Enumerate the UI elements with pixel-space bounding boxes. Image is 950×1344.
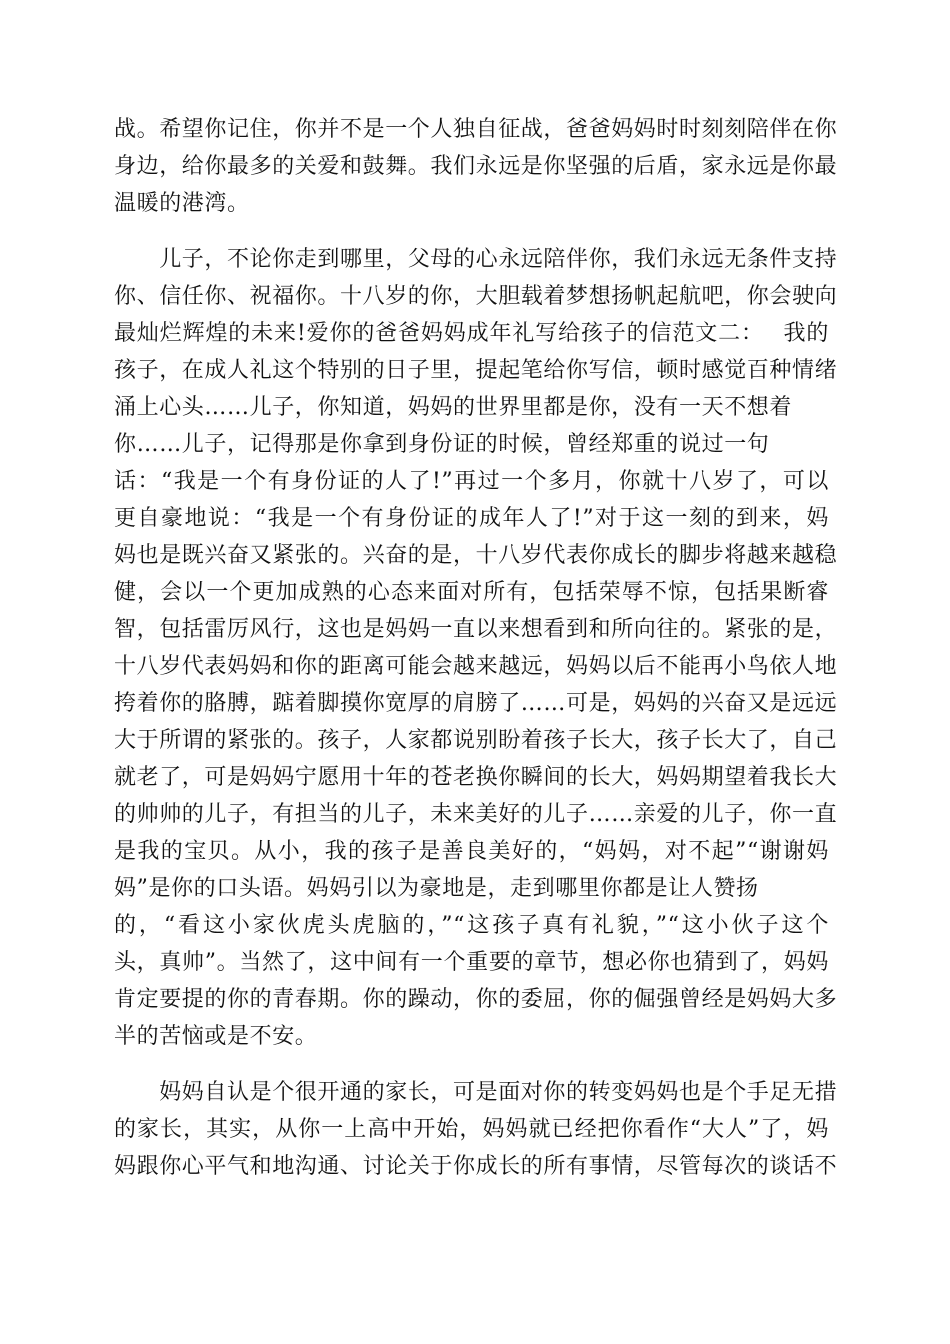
text-line: 妈跟你心平气和地沟通、讨论关于你成长的所有事情，尽管每次的谈话不 <box>114 1154 838 1179</box>
text-line: 的帅帅的儿子，有担当的儿子，未来美好的儿子……亲爱的儿子，你一直 <box>114 802 838 827</box>
text-line: 就老了，可是妈妈宁愿用十年的苍老换你瞬间的长大，妈妈期望着我长大 <box>114 765 838 790</box>
text-line: 十八岁代表妈妈和你的距离可能会越来越远，妈妈以后不能再小鸟依人地 <box>114 654 838 679</box>
text-line: 的家长，其实，从你一上高中开始，妈妈就已经把你看作“大人”了，妈 <box>114 1117 829 1142</box>
text-line: 妈”是你的口头语。妈妈引以为豪地是，走到哪里你都是让人赞扬 <box>114 876 759 901</box>
text-line: 挎着你的胳膊，踮着脚摸你宽厚的肩膀了……可是，妈妈的兴奋又是远远 <box>114 691 838 716</box>
text-line: 大于所谓的紧张的。孩子，人家都说别盼着孩子长大，孩子长大了，自己 <box>114 728 838 753</box>
text-line: 更自豪地说：“我是一个有身份证的成年人了!”对于这一刻的到来，妈 <box>114 506 829 531</box>
text-line: 温暖的港湾。 <box>114 191 250 216</box>
text-line: 话：“我是一个有身份证的人了!”再过一个多月，你就十八岁了，可以 <box>114 469 829 494</box>
text-line: 智，包括雷厉风行，这也是妈妈一直以来想看到和所向往的。紧张的是， <box>114 617 838 642</box>
text-line: 涌上心头……儿子，你知道，妈妈的世界里都是你，没有一天不想着 <box>114 395 793 420</box>
text-line: 的，“看这小家伙虎头虎脑的，”“这孩子真有礼貌，”“这小伙子这个 <box>114 913 829 938</box>
text-line: 健，会以一个更加成熟的心态来面对所有，包括荣辱不惊，包括果断睿 <box>114 580 829 605</box>
text-line: 半的苦恼或是不安。 <box>114 1024 318 1049</box>
text-line: 肯定要提的你的青春期。你的躁动，你的委屈，你的倔强曾经是妈妈大多 <box>114 987 838 1012</box>
text-line: 孩子，在成人礼这个特别的日子里，提起笔给你写信，顿时感觉百种情绪 <box>114 358 838 383</box>
text-line: 妈也是既兴奋又紧张的。兴奋的是，十八岁代表你成长的脚步将越来越稳 <box>114 543 838 568</box>
text-line: 最灿烂辉煌的未来!爱你的爸爸妈妈成年礼写给孩子的信范文二： 我的 <box>114 321 829 346</box>
text-line: 妈妈自认是个很开通的家长，可是面对你的转变妈妈也是个手足无措 <box>114 1080 838 1105</box>
text-line: 你……儿子，记得那是你拿到身份证的时候，曾经郑重的说过一句 <box>114 432 770 457</box>
text-line: 身边，给你最多的关爱和鼓舞。我们永远是你坚强的后盾，家永远是你最 <box>114 154 838 179</box>
text-line: 战。希望你记住，你并不是一个人独自征战，爸爸妈妈时时刻刻陪伴在你 <box>114 117 838 142</box>
text-line: 头，真帅”。当然了，这中间有一个重要的章节，想必你也猜到了，妈妈 <box>114 950 829 975</box>
text-line: 儿子，不论你走到哪里，父母的心永远陪伴你，我们永远无条件支持 <box>114 247 838 272</box>
text-line: 是我的宝贝。从小，我的孩子是善良美好的，“妈妈，对不起”“谢谢妈 <box>114 839 829 864</box>
text-line: 你、信任你、祝福你。十八岁的你，大胆载着梦想扬帆起航吧，你会驶向 <box>114 284 838 309</box>
